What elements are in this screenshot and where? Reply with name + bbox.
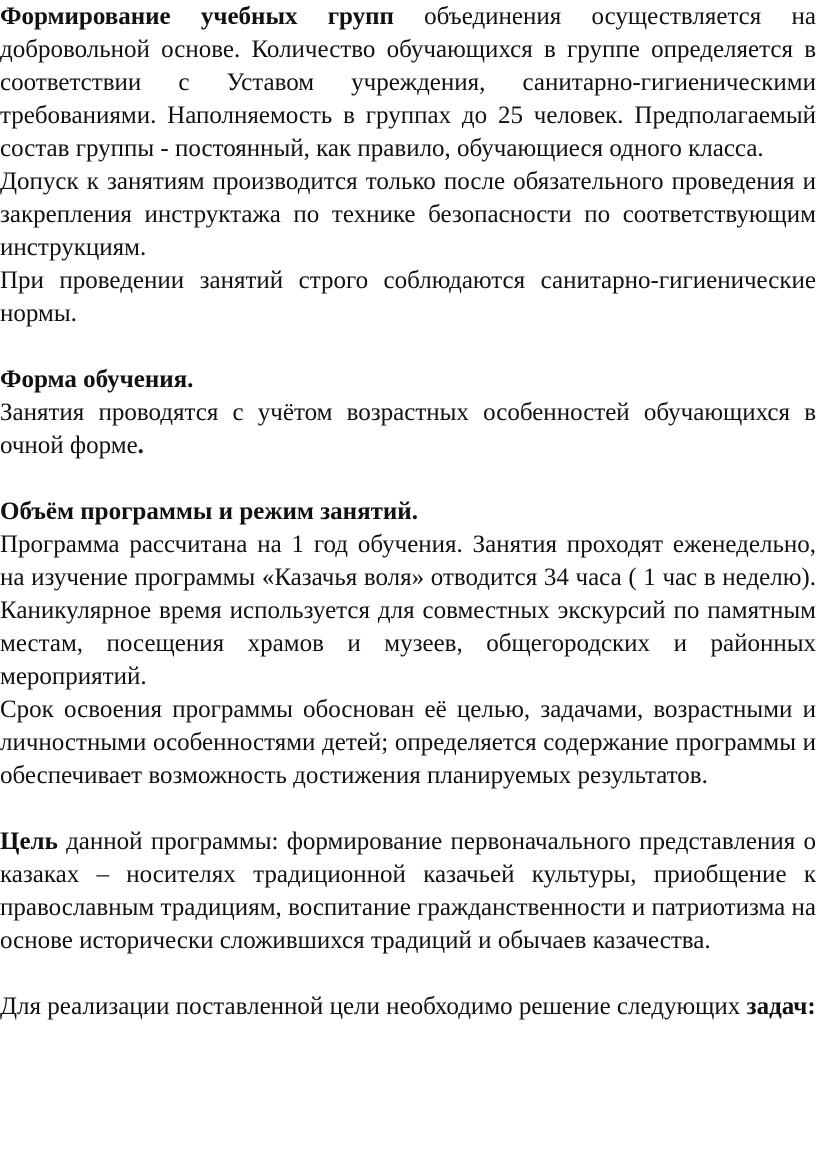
bold-term-tasks: задач:	[746, 993, 816, 1020]
bold-term-group-formation: Формирование учебных групп	[0, 3, 394, 30]
blank-line	[0, 792, 816, 825]
bold-term-goal: Цель	[0, 828, 58, 855]
paragraph-text: объединения осуществляется на добровольной основе. Количество обучающихся в группе определяется в соответствии с Уставом учреждения, санитарно-гигиеническими требованиями. Наполняемость в группах до 25 человек. Предполагаемый состав группы - постоянный, как правило, обучающиеся одного класса.	[0, 3, 816, 162]
paragraph-text: данной программы: формирование первоначального представления о казаках – носителях традиционной казачьей культуры, приобщение к православным традициям, воспитание гражданственности и патриотизма на основе исторически сложившихся традиций и обычаев казачества.	[0, 828, 816, 954]
blank-line	[0, 957, 816, 990]
paragraph-tasks-intro	[0, 990, 816, 1023]
paragraph-admission: Допуск к занятиям производится только после обязательного проведения и закрепления инструктажа по технике безопасности по соответствующим инструкциям.	[0, 168, 816, 261]
paragraph-program-goal	[0, 825, 816, 957]
paragraph-group-formation	[0, 0, 816, 165]
paragraph-mastering-period: Срок освоения программы обоснован её целью, задачами, возрастными и личностными особенностями детей; определяется содержание программы и обеспечивает возможность достижения планируемых результатов.	[0, 696, 816, 789]
paragraph-program-duration: Программа рассчитана на 1 год обучения. Занятия проходят еженедельно, на изучение программы «Казачья воля» отводится 34 часа ( 1 час в неделю). Каникулярное время используется для совместных экскурсий по памятным местам, посещения храмов и музеев, общегородских и районных мероприятий.	[0, 531, 816, 690]
paragraph-text: Для реализации поставленной цели необходимо решение следующих	[0, 993, 747, 1020]
heading-form-of-study: Форма обучения.	[0, 366, 194, 393]
paragraph-hygiene: При проведении занятий строго соблюдаются санитарно-гигиенические нормы.	[0, 267, 816, 327]
paragraph-text: Занятия проводятся с учётом возрастных особенностей обучающихся в очной форме	[0, 399, 816, 459]
bold-period: .	[137, 432, 144, 459]
heading-program-volume: Объём программы и режим занятий.	[0, 498, 418, 525]
blank-line	[0, 330, 816, 363]
paragraph-form-of-study	[0, 396, 816, 462]
blank-line	[0, 462, 816, 495]
